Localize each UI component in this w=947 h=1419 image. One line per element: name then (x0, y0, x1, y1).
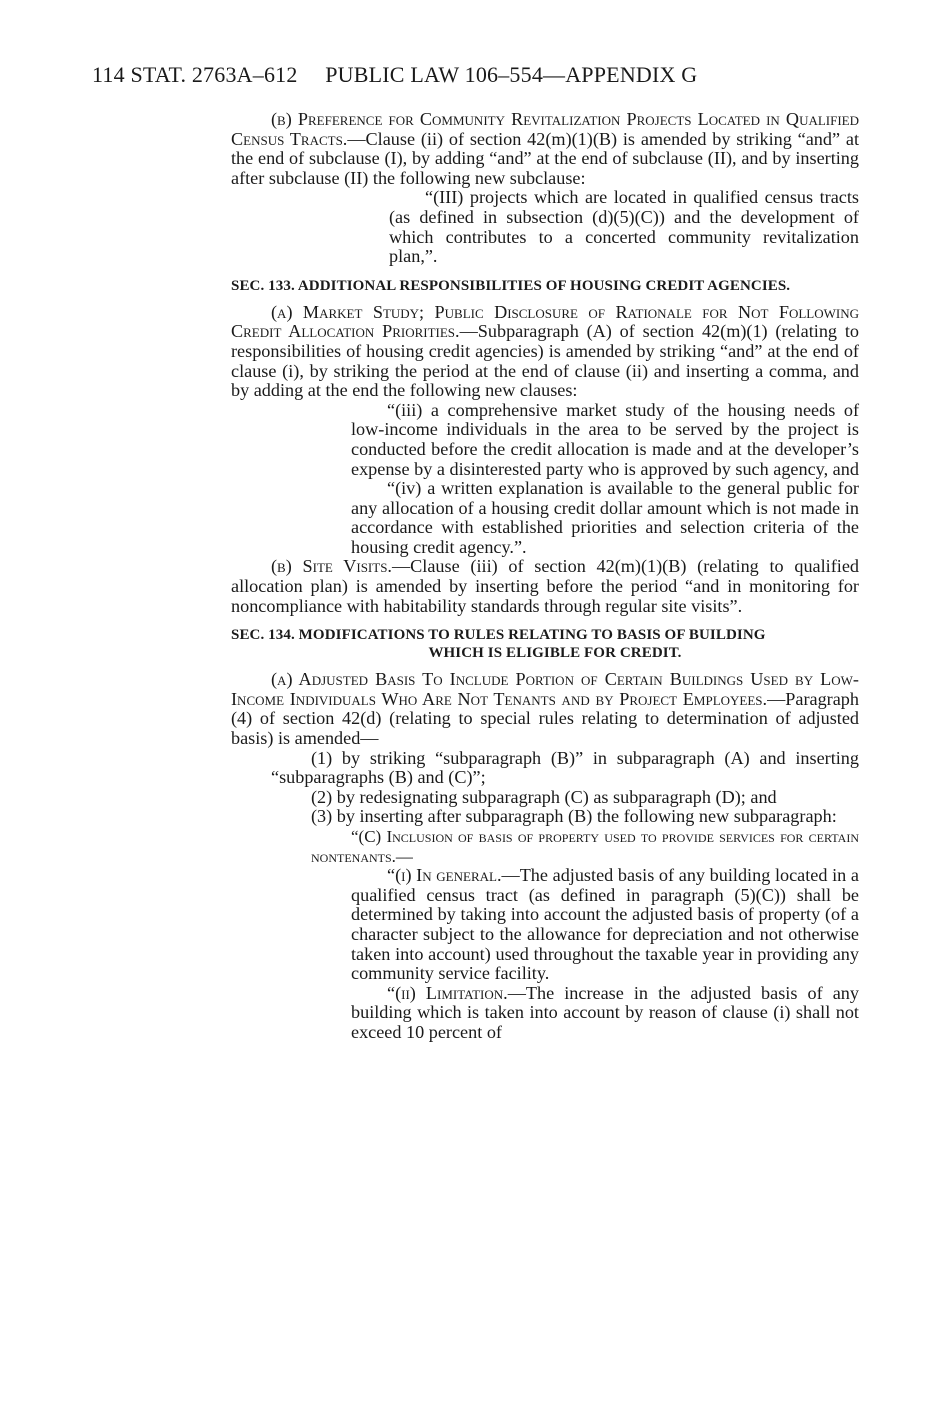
paragraph-adjusted-basis (231, 670, 859, 748)
paragraph-preference-community-revitalization (231, 110, 859, 188)
paragraph-site-visits (231, 557, 859, 616)
quoted-clause-iv: “(iv) a written explanation is available to the general public for any allocation of a housing credit dollar amount which is not made in accordance with established priorities and selection criteria of the housing credit agency.”. (351, 478, 859, 557)
paragraph-text: —Clause (iii) of section 42(m)(1)(B) (relating to qualified allocation plan) is amended by inserting before the period “and in monitoring for noncompliance with habitability standards through regular site visits”. (231, 556, 859, 616)
amendment-item-2: (2) by redesignating subparagraph (C) as subparagraph (D); and (311, 786, 777, 807)
paragraph-heading: (b) Preference for Community Revitalization Projects Located in Qualified Census Tracts. (231, 109, 859, 149)
document-body (231, 110, 859, 1043)
page-header (92, 62, 719, 88)
paragraph-heading: (b) Site Visits. (271, 556, 392, 577)
quoted-clause-ii-limitation (351, 984, 859, 1043)
quoted-subparagraph-c: “(C) Inclusion of basis of property used to provide services for certain nontenants.— (311, 827, 859, 866)
statute-citation: 114 STAT. 2763A–612 (92, 62, 298, 87)
paragraph-text: —Clause (ii) of section 42(m)(1)(B) is amended by striking “and” at the end of subclause (I), by adding “and” at the end of subclause (II), and by inserting after subclause (II) the following new subclause: (231, 128, 859, 188)
clause-heading: “(i) In general. (387, 865, 502, 886)
paragraph-heading: (a) Adjusted Basis To Include Portion of Certain Buildings Used by Low-Income Individuals Who Are Not Tenants and by Project Employees. (231, 669, 859, 709)
paragraph-text: —Paragraph (4) of section 42(d) (relating to special rules relating to determination of adjusted basis) is amended— (231, 688, 859, 749)
law-title: PUBLIC LAW 106–554—APPENDIX G (325, 62, 698, 87)
clause-text: —The adjusted basis of any building located in a qualified census tract (as defined in paragraph (5)(C)) shall be determined by taking into account the adjusted basis of property (of a character subject to the allowance for depreciation and not otherwise taken into account) used throughout the taxable year in providing any community service facility. (351, 865, 860, 984)
clause-heading: “(ii) Limitation. (387, 982, 508, 1003)
amendment-item-3: (3) by inserting after subparagraph (B) the following new subparagraph: (311, 806, 837, 827)
paragraph-heading: (a) Market Study; Public Disclosure of Rationale for Not Following Credit Allocation Priorities. (231, 301, 859, 342)
section-title-line-2: WHICH IS ELIGIBLE FOR CREDIT. (428, 645, 682, 662)
amendment-item-1: (1) by striking “subparagraph (B)” in subparagraph (A) and inserting “subparagraphs (B) and (C)”; (271, 747, 859, 788)
section-134-title (231, 626, 859, 662)
section-133-title: SEC. 133. ADDITIONAL RESPONSIBILITIES OF HOUSING CREDIT AGENCIES. (231, 277, 791, 294)
paragraph-text: —Subparagraph (A) of section 42(m)(1) (relating to responsibilities of housing credit agencies) is amended by striking “and” at the end of clause (i), by striking the period at the end of clause (ii) and inserting a comma, and by adding at the end the following new clauses: (231, 321, 859, 401)
clause-text: —The increase in the adjusted basis of any building which is taken into account by reason of clause (i) shall not exceed 10 percent of (351, 982, 859, 1042)
section-title-line-1: SEC. 134. MODIFICATIONS TO RULES RELATING TO BASIS OF BUILDING (231, 627, 766, 644)
paragraph-market-study (231, 303, 859, 401)
quoted-subclause-iii: “(III) projects which are located in qualified census tracts (as defined in subsection (d)(5)(C)) and the development of which contributes to a concerted community revitalization plan,”. (389, 187, 859, 267)
quoted-clause-iii: “(iii) a comprehensive market study of the housing needs of low-income individuals in the area to be served by the project is conducted before the credit allocation is made and at the developer’s expense by a disinterested party who is approved by such agency, and (351, 399, 859, 479)
quoted-clause-i-in-general (351, 866, 859, 984)
